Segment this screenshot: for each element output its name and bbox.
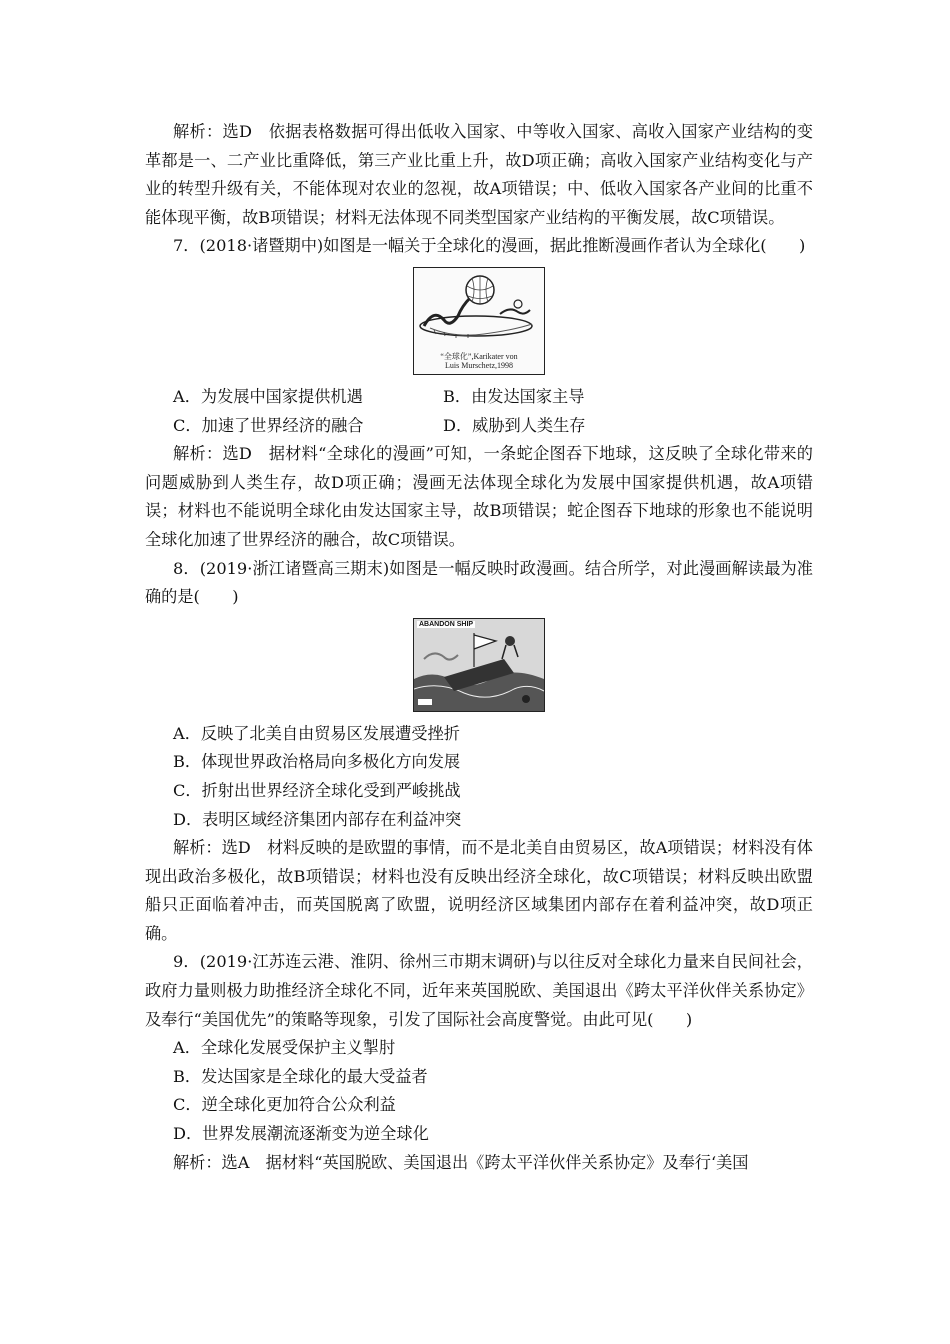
question-9: 9．(2019·江苏连云港、淮阴、徐州三市期末调研)与以往反对全球化力量来自民间社会，政府力量则极力助推经济全球化不同，近年来英国脱欧、美国退出《跨太平洋伙伴关系协定》及奉行“美国优先”的策略等现象，引发了国际社会高度警觉。由此可见( ) [145, 952, 813, 1029]
question-7-options-row-2 [145, 412, 813, 441]
caption-line-1: “全球化”,Karikater von [440, 351, 518, 361]
answer-8-explanation: 解析：选D 材料反映的是欧盟的事情，而不是北美自由贸易区，故A项错误；材料没有体现出政治多极化，故B项错误；材料也没有反映出经济全球化，故C项错误；材料反映出欧盟船只正面临着冲击，而英国脱离了欧盟，说明经济区域集团内部存在着利益冲突，故D项正确。 [145, 838, 813, 943]
document-page [145, 118, 813, 1177]
option-7b: B．由发达国家主导 [443, 386, 585, 406]
globalization-cartoon-image [413, 267, 545, 375]
figure-8-container [145, 618, 813, 712]
option-9b: B．发达国家是全球化的最大受益者 [173, 1066, 428, 1086]
option-9d: D．世界发展潮流逐渐变为逆全球化 [173, 1124, 429, 1144]
option-7a: A．为发展中国家提供机遇 [173, 386, 363, 406]
answer-9-explanation: 解析：选A 据材料“英国脱欧、美国退出《跨太平洋伙伴关系协定》及奉行‘美国 [173, 1152, 749, 1172]
figure-7-caption [418, 352, 540, 370]
abandon-ship-cartoon-image [413, 618, 545, 712]
question-8: 8．(2019·浙江诸暨高三期末)如图是一幅反映时政漫画。结合所学，对此漫画解读最为准确的是( ) [145, 558, 813, 607]
option-7c: C．加速了世界经济的融合 [173, 415, 364, 435]
answer-7-explanation: 解析：选D 据材料“全球化的漫画”可知，一条蛇企图吞下地球，这反映了全球化带来的问题威胁到人类生存，故D项正确；漫画无法体现全球化为发展中国家提供机遇，故A项错误；材料也不能说明全球化由发达国家主导，故B项错误；蛇企图吞下地球的形象也不能说明全球化加速了世界经济的融合，故C项错误。 [145, 444, 813, 549]
figure-7-container [145, 267, 813, 375]
option-9a: A．全球化发展受保护主义掣肘 [173, 1038, 396, 1058]
option-9c: C．逆全球化更加符合公众利益 [173, 1095, 396, 1115]
caption-line-2: Luis Murschetz,1998 [445, 360, 513, 370]
snake-swallowing-globe-drawing [414, 268, 544, 348]
cartoon-title-text: ABANDON SHIP [419, 620, 474, 628]
option-8d: D．表明区域经济集团内部存在利益冲突 [173, 809, 462, 829]
answer-6-explanation: 解析：选D 依据表格数据可得出低收入国家、中等收入国家、高收入国家产业结构的变革都是一、二产业比重降低，第三产业比重上升，故D项正确；高收入国家产业结构变化与产业的转型升级有关，不能体现对农业的忽视，故A项错误；中、低收入国家各产业间的比重不能体现平衡，故B项错误；材料无法体现不同类型国家产业结构的平衡发展，故C项错误。 [145, 122, 813, 227]
option-8c: C．折射出世界经济全球化受到严峻挑战 [173, 780, 461, 800]
question-7-options-row-1 [145, 383, 813, 412]
question-7: 7．(2018·诸暨期中)如图是一幅关于全球化的漫画，据此推断漫画作者认为全球化( ) [173, 236, 806, 256]
option-7d: D．威胁到人类生存 [443, 415, 586, 435]
option-8b: B．体现世界政治格局向多极化方向发展 [173, 752, 461, 772]
option-8a: A．反映了北美自由贸易区发展遭受挫折 [173, 723, 460, 743]
sinking-ship-drawing [414, 619, 544, 711]
